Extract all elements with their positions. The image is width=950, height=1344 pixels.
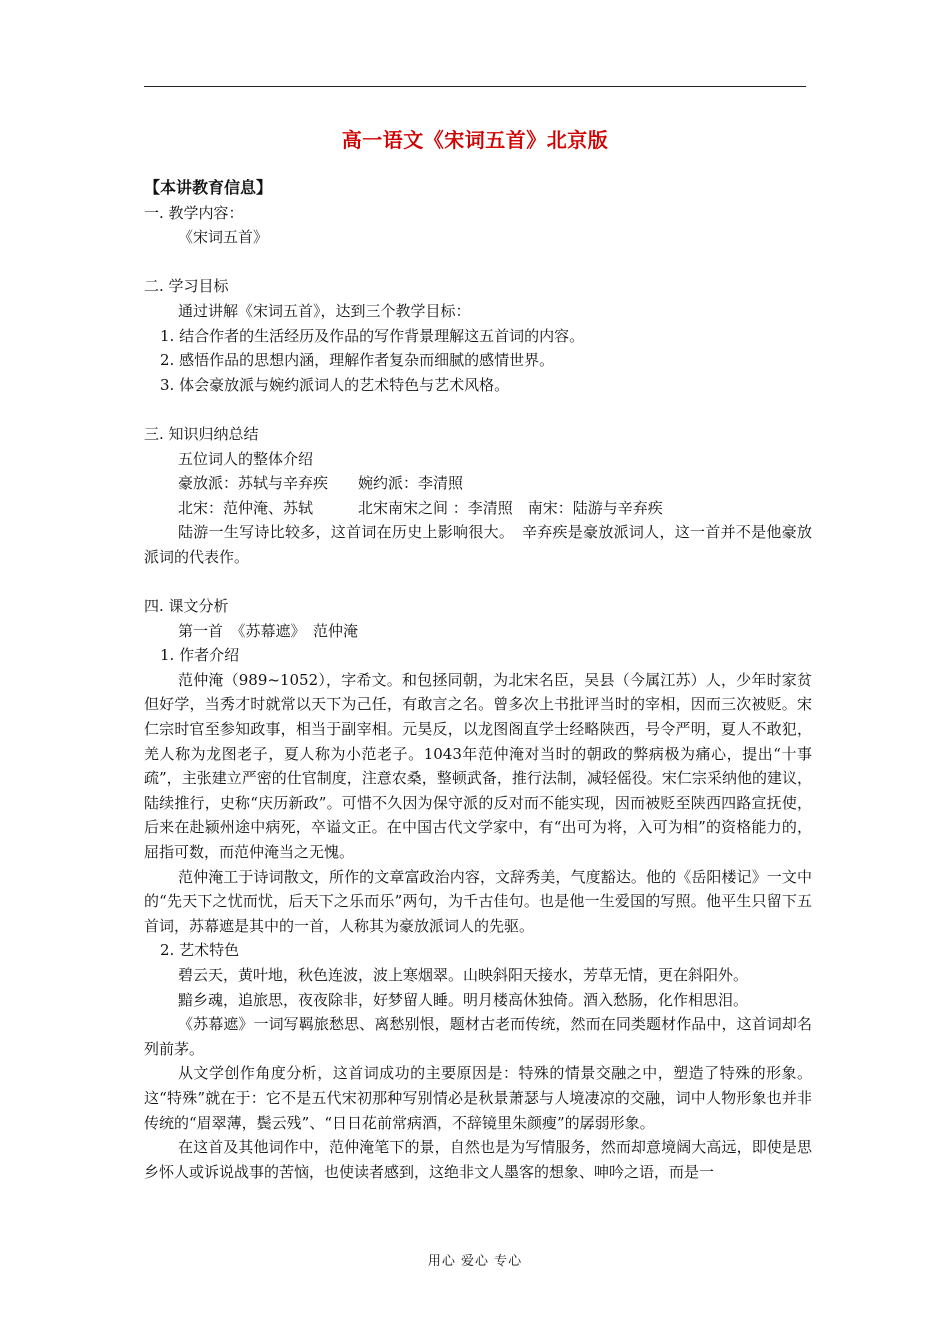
schools-line: 豪放派：苏轼与辛弃疾 婉约派：李清照 — [178, 474, 464, 493]
section-heading: 【本讲教育信息】 — [144, 178, 273, 197]
analysis-paragraph-2: 从文学创作角度分析，这首词成功的主要原因是：特殊的情景交融之中，塑造了特殊的形象。这“特殊”就在于：它不是五代宋初那种写别情必是秋景萧瑟与人境凄凉的交融，词中人物形象也并非传统的“眉翠薄，鬓云残”、“日日花前常病酒，不辞镜里朱颜瘦”的孱弱形象。 — [144, 1064, 812, 1132]
section-4-heading: 四. 课文分析 — [144, 597, 229, 616]
analysis-paragraph-1: 《苏幕遮》一词写羁旅愁思、离愁别恨，题材古老而传统，然而在同类题材作品中，这首词却名列前茅。 — [144, 1015, 812, 1058]
goal-item: 3. 体会豪放派与婉约派词人的艺术特色与艺术风格。 — [160, 375, 510, 394]
section-3-heading: 三. 知识归纳总结 — [144, 424, 259, 443]
document-title: 高一语文《宋词五首》北京版 — [341, 128, 609, 152]
section-2-intro: 通过讲解《宋词五首》，达到三个教学目标： — [178, 301, 471, 320]
poem-stanza-1: 碧云天，黄叶地，秋色连波，波上寒烟翠。山映斜阳天接水，芳草无情，更在斜阳外。 — [178, 966, 749, 984]
section-2-heading: 二. 学习目标 — [144, 277, 229, 296]
poets-overview: 五位词人的整体介绍 — [178, 449, 314, 468]
goal-item: 2. 感悟作品的思想内涵，理解作者复杂而细腻的感情世界。 — [160, 351, 555, 370]
section-1-content: 《宋词五首》 — [178, 228, 269, 247]
author-paragraph-2: 范仲淹工于诗词散文，所作的文章富政治内容，文辞秀美，气度豁达。他的《岳阳楼记》一文中的“先天下之忧而忧，后天下之乐而乐”两句，为千古佳句。也是他一生爱国的写照。他平生只留下五首词，苏幕遮是其中的一首，人称其为豪放派词人的先驱。 — [144, 867, 812, 935]
dynasty-line: 北宋：范仲淹、苏轼 北宋南宋之间 ：李清照 南宋：陆游与辛弃疾 — [178, 498, 663, 517]
author-paragraph-1: 范仲淹（989~1052），字希文。和包拯同朝，为北宋名臣，吴县（今属江苏）人，少年时家贫但好学，当秀才时就常以天下为己任，有敢言之名。曾多次上书批评当时的宰相，因而三次被贬。宋仁宗时官至参知政事，相当于副宰相。元昊反，以龙图阁直学士经略陕西，号令严明，夏人不敢犯，羌人称为龙图老子，夏人称为小范老子。1043年范仲淹对当时的朝政的弊病极为痛心，提出“十事疏”，主张建立严密的仕官制度，注意农桑，整顿武备，推行法制，减轻傜役。宋仁宗采纳他的建议，陆续推行，史称“庆历新政”。可惜不久因为保守派的反对而不能实现，因而被贬至陕西四路宣抚使，后来在赴颍州途中病死，卒谥文正。在中国古代文学家中，有“出可为将，入可为相”的资格能力的，屈指可数，而范仲淹当之无愧。 — [144, 670, 812, 862]
section-3-paragraph: 陆游一生写诗比较多，这首词在历史上影响很大。 辛弃疾是豪放派词人，这一首并不是他豪放派词的代表作。 — [144, 523, 812, 566]
poem-title-line: 第一首 《苏幕遮》 范仲淹 — [178, 621, 359, 640]
poem-stanza-2: 黯乡魂，追旅思，夜夜除非，好梦留人睡。明月楼高休独倚。酒入愁肠，化作相思泪。 — [178, 990, 749, 1009]
page-footer: 用心 爱心 专心 — [427, 1254, 523, 1269]
subheading-art: 2. 艺术特色 — [160, 941, 240, 960]
subheading-author: 1. 作者介绍 — [160, 646, 240, 665]
section-1-heading: 一. 教学内容： — [144, 203, 244, 222]
analysis-paragraph-3: 在这首及其他词作中，范仲淹笔下的景，自然也是为写情服务，然而却意境阔大高远，即使是思乡怀人或诉说战事的苦恼，也使读者感到，这绝非文人墨客的想象、呻吟之语，而是一 — [144, 1138, 812, 1181]
goal-item: 1. 结合作者的生活经历及作品的写作背景理解这五首词的内容。 — [160, 326, 585, 345]
document-body — [144, 176, 812, 1184]
header-rule — [144, 86, 806, 87]
